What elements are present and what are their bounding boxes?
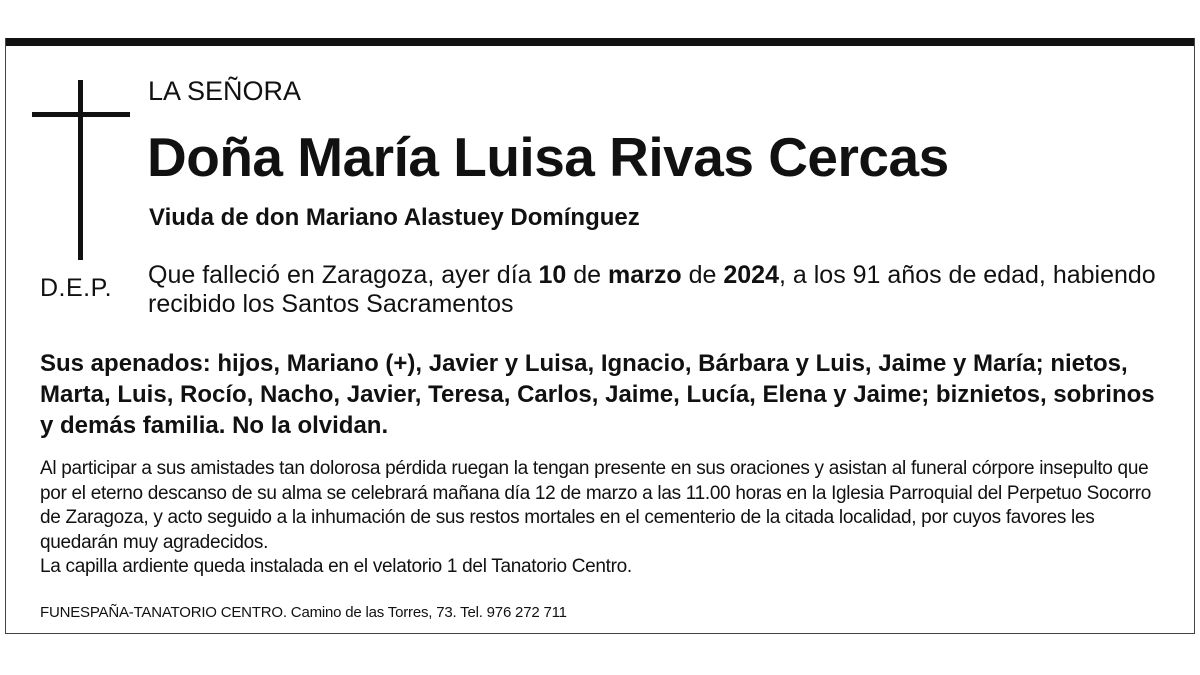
cross-icon-vertical <box>78 80 83 260</box>
death-text-3: de <box>681 261 724 289</box>
deceased-name: Doña María Luisa Rivas Cercas <box>147 126 949 188</box>
funeral-text: Al participar a sus amistades tan dolorosa pérdida ruegan la tengan presente en sus oraciones y asistan al funeral córpore insepulto que por el eterno descanso de su alma se celebrará mañana día 12 de marzo a las 11.00 horas en la Iglesia Parroquial del Perpetuo Socorro de Zaragoza, y acto seguido a la inhumación de sus restos mortales en el cementerio de la citada localidad, por cuyos favores les quedarán muy agradecidos. <box>40 458 1152 553</box>
funeral-home-address: Camino de las Torres, 73. Tel. 976 272 711 <box>286 604 567 621</box>
death-month: marzo <box>608 261 682 289</box>
funeral-home-footer <box>40 604 567 621</box>
death-day: 10 <box>538 261 567 289</box>
death-notice <box>148 261 1158 319</box>
funeral-home-name: FUNESPAÑA-TANATORIO CENTRO. <box>40 604 287 621</box>
widow-of: Viuda de don Mariano Alastuey Domínguez <box>149 204 640 231</box>
death-text-2: de <box>566 261 609 289</box>
mourners-list: Sus apenados: hijos, Mariano (+), Javier y Luisa, Ignacio, Bárbara y Luis, Jaime y María; nietos, Marta, Luis, Rocío, Nacho, Javier, Teresa, Carlos, Jaime, Lucía, Elena y Jaime; biznietos, sobrinos y demás familia. No la olvidan. <box>40 350 1155 439</box>
death-text-4: , a los 91 años de edad, habiendo recibido los Santos Sacramentos <box>148 261 1156 318</box>
funeral-details <box>40 457 1162 580</box>
dep-label: D.E.P. <box>40 274 113 302</box>
death-year: 2024 <box>723 261 779 289</box>
death-text-1: Que falleció en Zaragoza, ayer día <box>148 261 539 289</box>
title-prefix: LA SEÑORA <box>148 76 302 106</box>
chapel-text: La capilla ardiente queda instalada en el velatorio 1 del Tanatorio Centro. <box>40 556 632 577</box>
cross-icon-horizontal <box>32 112 130 117</box>
